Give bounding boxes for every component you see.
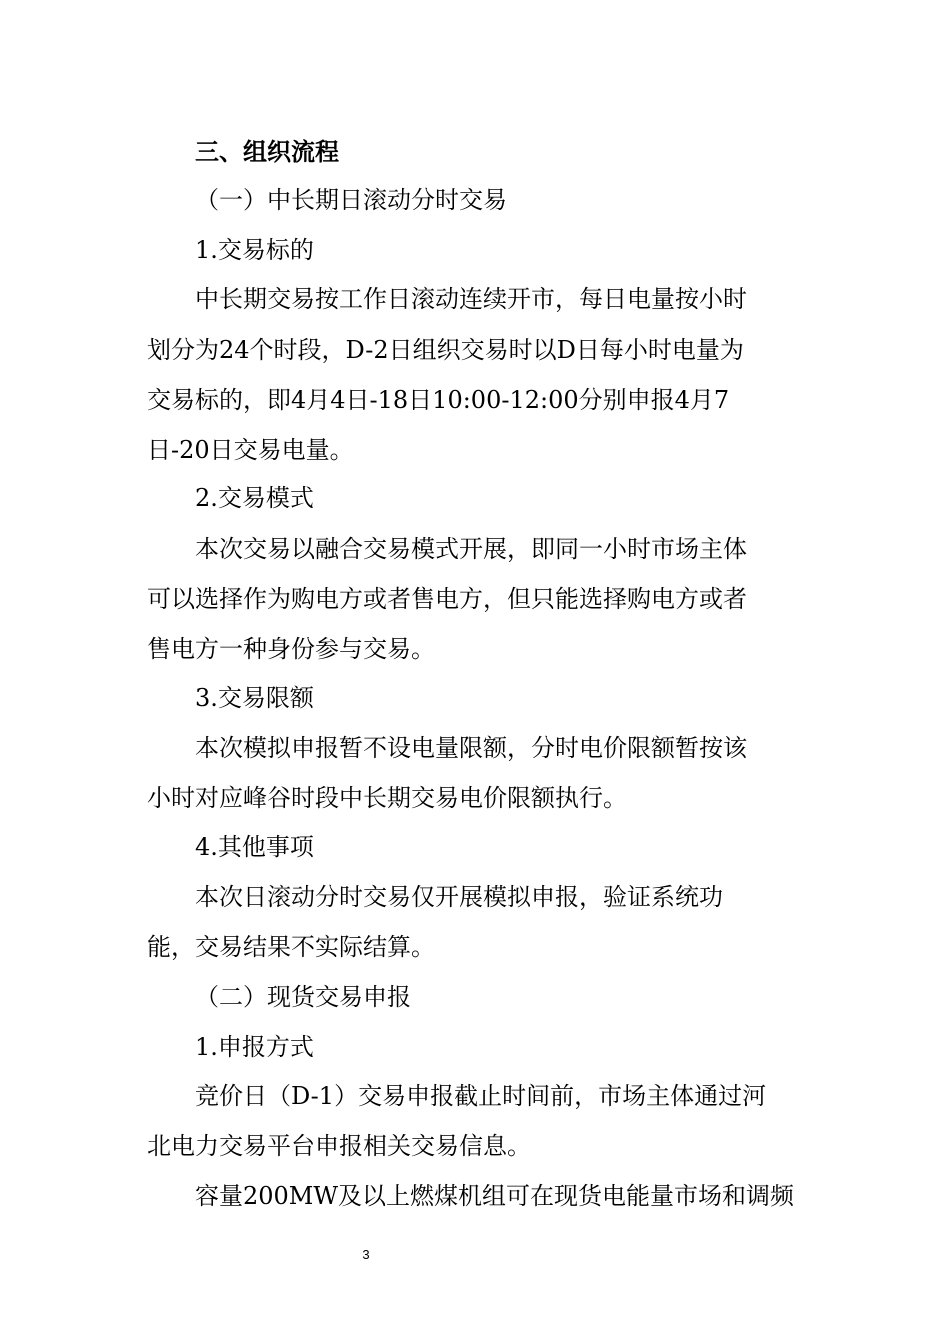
part1-item4-title: 4.其他事项 <box>195 833 314 861</box>
paragraph-line: 日-20日交易电量。 <box>147 436 354 464</box>
paragraph-line: 中长期交易按工作日滚动连续开市，每日电量按小时 <box>195 285 747 313</box>
paragraph-line: 售电方一种身份参与交易。 <box>147 635 435 663</box>
paragraph-line: 容量200MW及以上燃煤机组可在现货电能量市场和调频 <box>195 1182 795 1210</box>
part2-title: （二）现货交易申报 <box>195 983 411 1011</box>
paragraph-line: 小时对应峰谷时段中长期交易电价限额执行。 <box>147 784 627 812</box>
paragraph-line: 能，交易结果不实际结算。 <box>147 933 435 961</box>
page-number: 3 <box>362 1247 370 1262</box>
paragraph-line: 本次日滚动分时交易仅开展模拟申报，验证系统功 <box>195 883 723 911</box>
part1-item2-title: 2.交易模式 <box>195 484 314 512</box>
section-heading: 三、组织流程 <box>195 138 339 166</box>
part1-item3-title: 3.交易限额 <box>195 684 314 712</box>
paragraph-line: 北电力交易平台申报相关交易信息。 <box>147 1132 531 1160</box>
paragraph-line: 划分为24个时段，D-2日组织交易时以D日每小时电量为 <box>147 336 744 364</box>
part2-item1-title: 1.申报方式 <box>195 1033 314 1061</box>
paragraph-line: 竞价日（D-1）交易申报截止时间前，市场主体通过河 <box>195 1082 767 1110</box>
paragraph-line: 可以选择作为购电方或者售电方，但只能选择购电方或者 <box>147 585 747 613</box>
part1-item1-title: 1.交易标的 <box>195 236 314 264</box>
paragraph-line: 本次交易以融合交易模式开展，即同一小时市场主体 <box>195 535 747 563</box>
paragraph-line: 本次模拟申报暂不设电量限额，分时电价限额暂按该 <box>195 734 747 762</box>
paragraph-line: 交易标的，即4月4日-18日10:00-12:00分别申报4月7 <box>147 386 730 414</box>
part1-title: （一）中长期日滚动分时交易 <box>195 186 507 214</box>
